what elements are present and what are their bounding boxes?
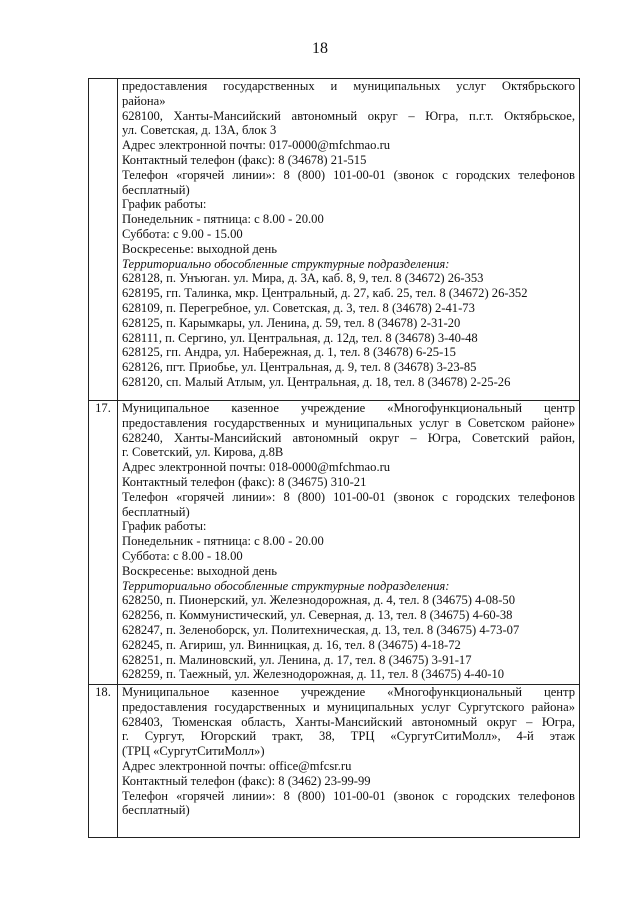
row-number <box>89 79 118 401</box>
text-line: г. Сургут, Югорский тракт, 38, ТРЦ «СургутСитиМолл», 4-й этаж <box>122 729 575 744</box>
text-line: Контактный телефон (факс): 8 (34678) 21-515 <box>122 152 367 167</box>
text-line: района» <box>122 93 166 108</box>
text-line: 628125, гп. Андра, ул. Набережная, д. 1, тел. 8 (34678) 6-25-15 <box>122 345 456 360</box>
text-line: 628259, п. Таежный, ул. Железнодорожная, д. 11, тел. 8 (34675) 4-40-10 <box>122 667 505 682</box>
text-line: 628195, гп. Талинка, мкр. Центральный, д. 27, каб. 25, тел. 8 (34672) 26-352 <box>122 286 528 301</box>
text-line: 628125, п. Карымкары, ул. Ленина, д. 59, тел. 8 (34678) 2-31-20 <box>122 315 461 330</box>
text-line: Воскресенье: выходной день <box>122 241 277 256</box>
text-line: Воскресенье: выходной день <box>122 563 277 578</box>
table-row <box>89 401 580 685</box>
row-content <box>118 401 580 685</box>
text-line: Суббота: с 9.00 - 15.00 <box>122 226 243 241</box>
text-line: 628100, Ханты-Мансийский автономный округ – Югра, п.г.т. Октябрьское, <box>122 108 575 123</box>
text-line: 628403, Тюменская область, Ханты-Мансийский автономный округ – Югра, <box>122 714 575 729</box>
text-line: бесплатный) <box>122 504 190 519</box>
text-line: 628109, п. Перегребное, ул. Советская, д. 3, тел. 8 (34678) 2-41-73 <box>122 300 475 315</box>
text-line: 628240, Ханты-Мансийский автономный округ – Югра, Советский район, <box>122 430 575 445</box>
table-row <box>89 685 580 838</box>
text-line: 628247, п. Зеленоборск, ул. Политехническая, д. 13, тел. 8 (34675) 4-73-07 <box>122 622 520 637</box>
text-line: Адрес электронной почты: office@mfcsr.ru <box>122 758 352 773</box>
row-content <box>118 685 580 838</box>
text-line: Контактный телефон (факс): 8 (34675) 310-21 <box>122 474 367 489</box>
page-number: 18 <box>312 40 328 57</box>
text-line: Территориально обособленные структурные подразделения: <box>122 256 450 271</box>
text-line: 628251, п. Малиновский, ул. Ленина, д. 17, тел. 8 (34675) 3-91-17 <box>122 652 472 667</box>
text-line: Муниципальное казенное учреждение «Многофункциональный центр <box>122 401 575 415</box>
row-content <box>118 79 580 401</box>
text-line: 628120, сп. Малый Атлым, ул. Центральная, д. 18, тел. 8 (34678) 2-25-26 <box>122 374 511 389</box>
text-line: 628245, п. Агириш, ул. Винницкая, д. 16, тел. 8 (34675) 4-18-72 <box>122 637 461 652</box>
text-line: 628250, п. Пионерский, ул. Железнодорожная, д. 4, тел. 8 (34675) 4-08-50 <box>122 593 516 608</box>
text-line: предоставления государственных и муниципальных услуг в Советском районе» <box>122 415 575 430</box>
text-line: Телефон «горячей линии»: 8 (800) 101-00-01 (звонок с городских телефонов <box>122 489 575 504</box>
text-line: Телефон «горячей линии»: 8 (800) 101-00-01 (звонок с городских телефонов <box>122 167 575 182</box>
text-line: ул. Советская, д. 13А, блок 3 <box>122 123 277 138</box>
text-line: г. Советский, ул. Кирова, д.8В <box>122 445 284 460</box>
text-line: Понедельник - пятница: с 8.00 - 20.00 <box>122 212 324 227</box>
text-line: 628128, п. Унъюган. ул. Мира, д. 3А, каб. 8, 9, тел. 8 (34672) 26-353 <box>122 271 484 286</box>
text-line: бесплатный) <box>122 803 190 818</box>
text-line: (ТРЦ «СургутСитиМолл») <box>122 744 265 759</box>
text-line: предоставления государственных и муниципальных услуг Сургутского района» <box>122 699 575 714</box>
text-line: 628126, пгт. Приобье, ул. Центральная, д. 9, тел. 8 (34678) 3-23-85 <box>122 360 477 375</box>
text-line: Адрес электронной почты: 017-0000@mfchmao.ru <box>122 138 391 153</box>
text-line: бесплатный) <box>122 182 190 197</box>
text-line: 628111, п. Сергино, ул. Центральная, д. 12д, тел. 8 (34678) 3-40-48 <box>122 330 478 345</box>
text-line: График работы: <box>122 197 207 212</box>
table-row <box>89 79 580 401</box>
text-line: предоставления государственных и муниципальных услуг Октябрьского <box>122 79 575 93</box>
text-line: Территориально обособленные структурные подразделения: <box>122 578 450 593</box>
text-line: Суббота: с 8.00 - 18.00 <box>122 548 243 563</box>
mfc-offices-table <box>88 78 580 838</box>
text-line: Телефон «горячей линии»: 8 (800) 101-00-01 (звонок с городских телефонов <box>122 788 575 803</box>
text-line: 628256, п. Коммунистический, ул. Северная, д. 13, тел. 8 (34675) 4-60-38 <box>122 608 513 623</box>
text-line: График работы: <box>122 519 207 534</box>
text-line: Адрес электронной почты: 018-0000@mfchmao.ru <box>122 460 391 475</box>
row-number: 18. <box>89 685 118 838</box>
row-number: 17. <box>89 401 118 685</box>
text-line: Муниципальное казенное учреждение «Многофункциональный центр <box>122 685 575 699</box>
text-line: Понедельник - пятница: с 8.00 - 20.00 <box>122 534 324 549</box>
text-line: Контактный телефон (факс): 8 (3462) 23-99-99 <box>122 773 371 788</box>
